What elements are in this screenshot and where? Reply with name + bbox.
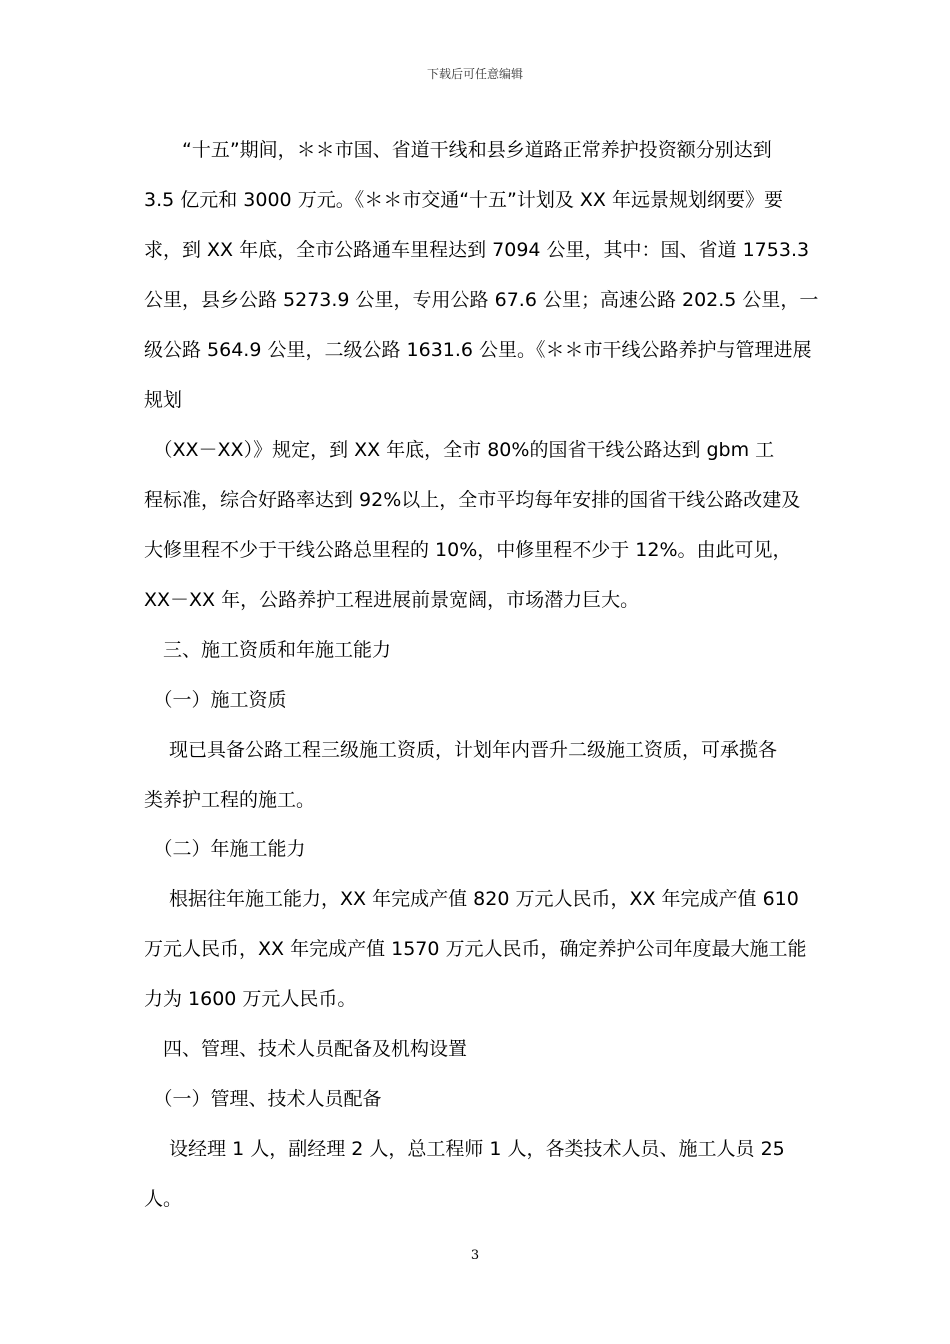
- paragraph-line: XX－XX 年，公路养护工程进展前景宽阔，市场潜力巨大。: [144, 589, 640, 611]
- paragraph-line: 根据往年施工能力，XX 年完成产值 820 万元人民币，XX 年完成产值 610: [144, 888, 799, 910]
- paragraph-line: 公里，县乡公路 5273.9 公里，专用公路 67.6 公里；高速公路 202.5 公里，一: [144, 289, 819, 311]
- paragraph-line: 规划: [144, 389, 183, 411]
- page-header: 下载后可任意编辑: [426, 67, 523, 81]
- subsection-heading: （一）管理、技术人员配备: [144, 1088, 382, 1110]
- subsection-heading: （二）年施工能力: [144, 838, 306, 860]
- paragraph-line: （XX－XX）》规定，到 XX 年底，全市 80%的国省干线公路达到 gbm 工: [144, 439, 775, 461]
- paragraph-line: 大修里程不少于干线公路总里程的 10%，中修里程不少于 12%。由此可见，: [144, 539, 792, 561]
- page-number: 3: [470, 1248, 480, 1263]
- paragraph-line: 现已具备公路工程三级施工资质，计划年内晋升二级施工资质，可承揽各: [144, 739, 778, 761]
- section-heading: 四、管理、技术人员配备及机构设置: [144, 1038, 468, 1060]
- paragraph-line: 类养护工程的施工。: [144, 789, 316, 811]
- paragraph-line: “十五”期间，＊＊市国、省道干线和县乡道路正常养护投资额分别达到: [144, 139, 772, 161]
- paragraph-line: 力为 1600 万元人民币。: [144, 988, 357, 1010]
- paragraph-line: 程标准，综合好路率达到 92%以上，全市平均每年安排的国省干线公路改建及: [144, 489, 801, 511]
- section-heading: 三、施工资质和年施工能力: [144, 639, 392, 661]
- paragraph-line: 3.5 亿元和 3000 万元。《＊＊市交通“十五”计划及 XX 年远景规划纲要》要: [144, 189, 783, 211]
- paragraph-line: 求，到 XX 年底，全市公路通车里程达到 7094 公里，其中：国、省道 1753.3: [144, 239, 810, 261]
- paragraph-line: 万元人民币，XX 年完成产值 1570 万元人民币，确定养护公司年度最大施工能: [144, 938, 807, 960]
- paragraph-line: 级公路 564.9 公里，二级公路 1631.6 公里。《＊＊市干线公路养护与管理进展: [144, 339, 812, 361]
- subsection-heading: （一）施工资质: [144, 689, 287, 711]
- paragraph-line: 人。: [144, 1188, 183, 1210]
- paragraph-line: 设经理 1 人，副经理 2 人，总工程师 1 人，各类技术人员、施工人员 25: [144, 1138, 785, 1160]
